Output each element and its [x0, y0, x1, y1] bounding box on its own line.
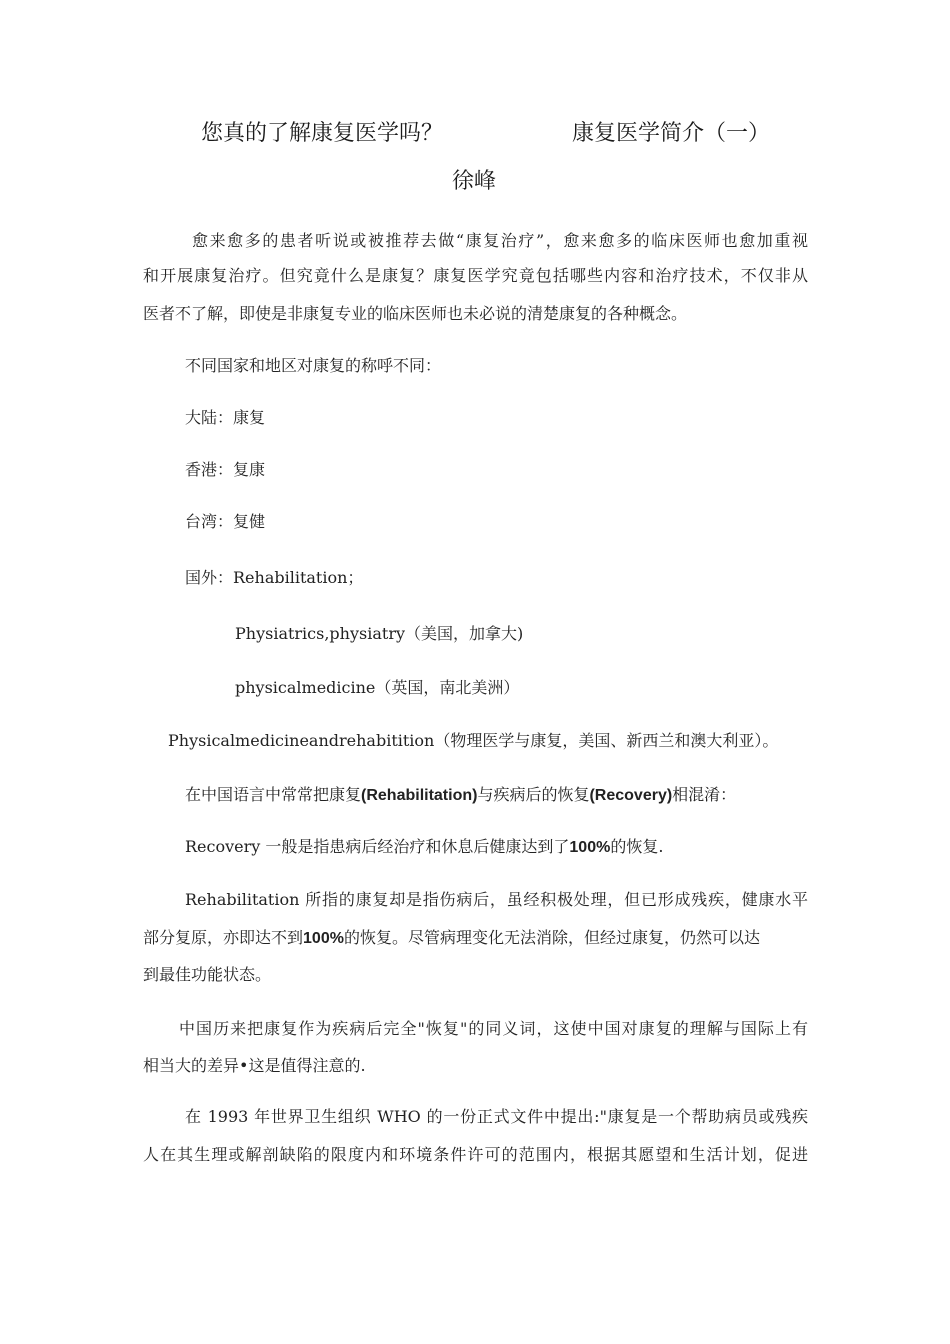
who-definition-line-1: 在 1993 年世界卫生组织 WHO 的一份正式文件中提出:"康复是一个帮助病员或残疾: [185, 1107, 808, 1126]
document-title: 您真的了解康复医学吗？: [201, 121, 444, 146]
rehab-def-line2-pre: 部分复原，亦即达不到: [143, 928, 304, 947]
rehab-definition-line-2: [143, 928, 808, 949]
term-physical-medicine: physicalmedicine（英国，南北美洲）: [235, 678, 520, 697]
paragraph-intro-line-2: 和开展康复治疗。但究竟什么是康复？康复医学究竟包括哪些内容和治疗技术，不仅非从: [143, 266, 808, 285]
name-taiwan: 台湾：复健: [185, 512, 266, 531]
confusion-post: 相混淆：: [672, 785, 737, 804]
rehab-def-line2-post: 的恢复。尽管病理变化无法消除，但经过康复，仍然可以达: [343, 928, 760, 947]
rehab-definition-line-1: Rehabilitation 所指的康复却是指伤病后，虽经积极处理，但已形成残疾，健康水平: [185, 890, 808, 909]
confusion-mid: 与疾病后的恢复: [477, 785, 590, 804]
confusion-rehab-term: (Rehabilitation): [361, 787, 478, 804]
confusion-pre: 在中国语言中常常把康复: [185, 785, 362, 804]
document-author: 徐峰: [452, 169, 497, 194]
who-definition-line-2: 人在其生理或解剖缺陷的限度内和环境条件许可的范围内，根据其愿望和生活计划，促进: [143, 1145, 808, 1164]
rehab-definition-line-3: 到最佳功能状态。: [143, 965, 272, 984]
names-intro: 不同国家和地区对康复的称呼不同：: [185, 356, 442, 375]
confusion-sentence: [185, 785, 736, 806]
china-view-line-1: 中国历来把康复作为疾病后完全"恢复"的同义词，这使中国对康复的理解与国际上有: [179, 1019, 808, 1038]
china-view-line-2: 相当大的差异•这是值得注意的.: [143, 1056, 366, 1075]
recovery-def-percent: 100%: [569, 839, 611, 856]
paragraph-intro-line-1: 愈来愈多的患者听说或被推荐去做“康复治疗”，愈来愈多的临床医师也愈加重视: [192, 231, 808, 250]
recovery-def-pre: Recovery 一般是指患病后经治疗和休息后健康达到了: [185, 837, 570, 856]
confusion-recovery-term: (Recovery): [589, 787, 673, 804]
name-abroad: 国外：Rehabilitation；: [185, 568, 364, 587]
document-subtitle: 康复医学简介（一）: [572, 121, 771, 146]
name-mainland: 大陆：康复: [185, 408, 266, 427]
paragraph-intro-line-3: 医者不了解，即使是非康复专业的临床医师也未必说的清楚康复的各种概念。: [143, 304, 688, 323]
rehab-def-percent: 100%: [303, 930, 344, 947]
term-pmr: Physicalmedicineandrehabitition（物理医学与康复，美国、新西兰和澳大利亚）。: [168, 731, 779, 750]
recovery-definition: [185, 837, 663, 858]
recovery-def-post: 的恢复.: [610, 837, 664, 856]
term-physiatrics: Physiatrics,physiatry（美国，加拿大): [235, 624, 524, 643]
name-hongkong: 香港：复康: [185, 460, 266, 479]
